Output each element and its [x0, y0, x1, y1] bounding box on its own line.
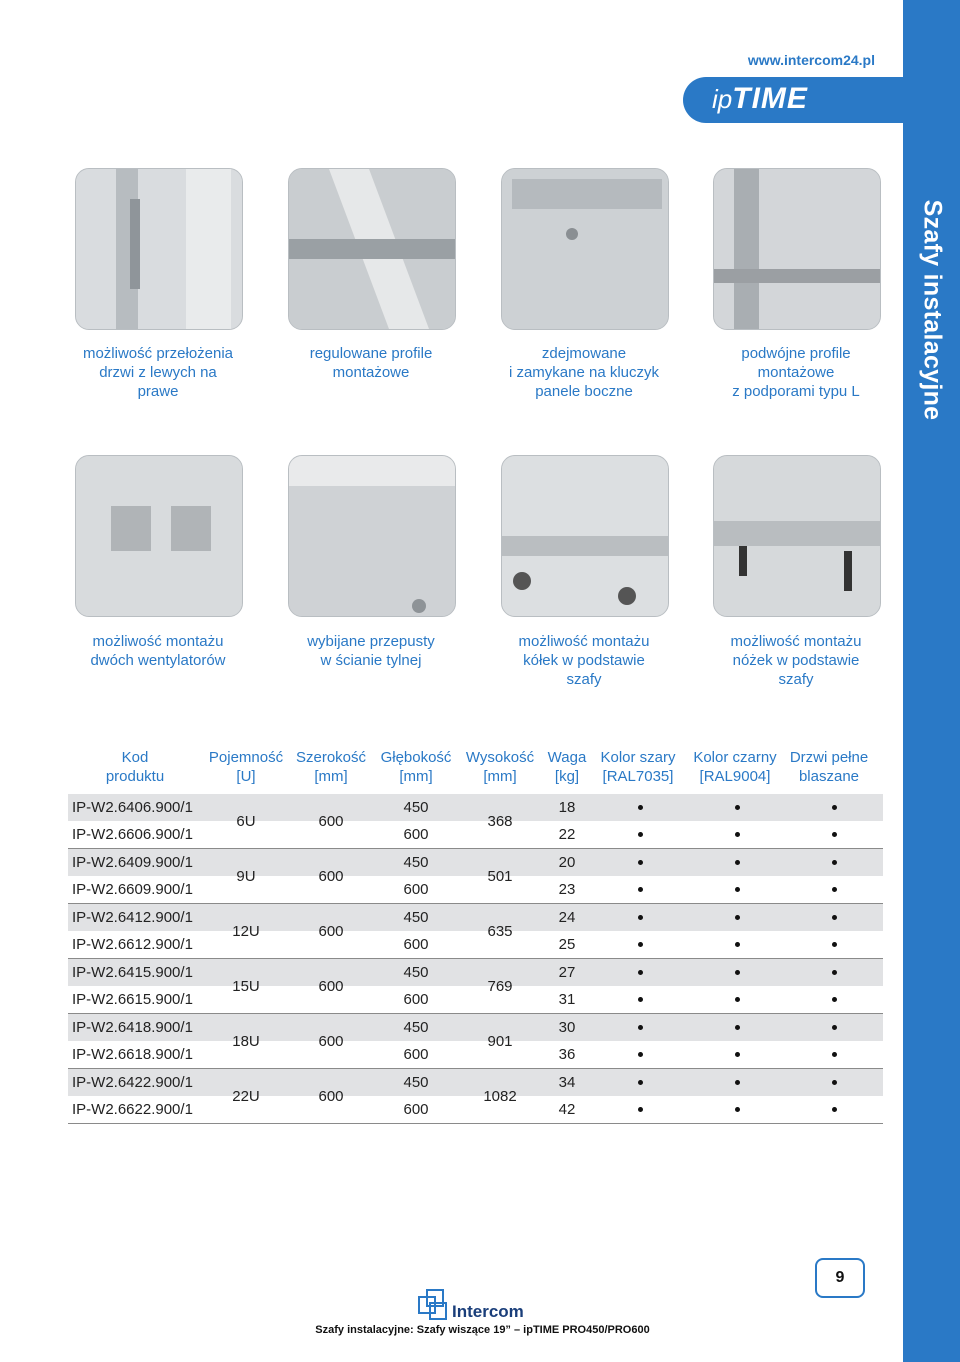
availability-dot	[638, 1025, 643, 1030]
height-value: 769	[487, 978, 513, 996]
product-code: IP-W2.6618.900/1	[72, 1046, 193, 1064]
weight-value: 24	[558, 909, 576, 926]
height-value: 901	[487, 1033, 513, 1051]
availability-dot	[735, 805, 740, 810]
column-header: Drzwi pełne blaszane	[789, 749, 869, 785]
height-value: 635	[487, 923, 513, 941]
product-code: IP-W2.6612.900/1	[72, 936, 193, 954]
availability-dot	[735, 915, 740, 920]
depth-value: 600	[403, 936, 429, 954]
column-header: Głębokość [mm]	[380, 749, 452, 785]
feature-caption: możliwość montażu dwóch wentylatorów	[90, 633, 226, 669]
weight-value: 30	[558, 1019, 576, 1036]
feature-photo	[713, 455, 881, 617]
column-header: Wysokość [mm]	[465, 749, 535, 785]
feature-photo	[501, 168, 669, 330]
width-value: 600	[318, 978, 344, 996]
weight-value: 34	[558, 1074, 576, 1091]
weight-value: 31	[558, 991, 576, 1009]
availability-dot	[832, 1080, 837, 1085]
weight-value: 18	[558, 799, 576, 816]
depth-value: 600	[403, 881, 429, 899]
feature-photo	[713, 168, 881, 330]
availability-dot	[735, 1080, 740, 1085]
column-header: Kolor szary [RAL7035]	[600, 749, 676, 785]
depth-value: 450	[403, 1019, 429, 1036]
availability-dot	[638, 805, 643, 810]
height-value: 501	[487, 868, 513, 886]
website-url[interactable]: www.intercom24.pl	[747, 52, 875, 68]
availability-dot	[832, 860, 837, 865]
weight-value: 22	[558, 826, 576, 844]
feature-photo	[75, 455, 243, 617]
feature-caption: podwójne profile montażowe z podporami typu L	[732, 345, 860, 400]
product-code: IP-W2.6415.900/1	[72, 964, 193, 981]
availability-dot	[832, 970, 837, 975]
intercom-logo	[418, 1289, 524, 1328]
availability-dot	[832, 805, 837, 810]
depth-value: 600	[403, 1046, 429, 1064]
column-header: Szerokość [mm]	[295, 749, 367, 785]
feature-caption: regulowane profile montażowe	[309, 345, 433, 381]
depth-value: 450	[403, 1074, 429, 1091]
page-number: 9	[815, 1258, 865, 1298]
capacity-value: 9U	[236, 868, 256, 886]
availability-dot	[735, 1025, 740, 1030]
availability-dot	[638, 915, 643, 920]
product-code: IP-W2.6622.900/1	[72, 1101, 193, 1119]
width-value: 600	[318, 1088, 344, 1106]
depth-value: 450	[403, 964, 429, 981]
depth-value: 600	[403, 826, 429, 844]
column-header: Kod produktu	[105, 749, 165, 785]
width-value: 600	[318, 923, 344, 941]
column-header: Kolor czarny [RAL9004]	[693, 749, 777, 785]
weight-value: 42	[558, 1101, 576, 1119]
capacity-value: 6U	[236, 813, 256, 831]
iptime-logo: ipTIME	[712, 82, 808, 115]
product-code: IP-W2.6609.900/1	[72, 881, 193, 899]
product-code: IP-W2.6418.900/1	[72, 1019, 193, 1036]
product-code: IP-W2.6406.900/1	[72, 799, 193, 816]
height-value: 368	[487, 813, 513, 831]
footer-text: Szafy instalacyjne: Szafy wiszące 19” – ipTIME PRO450/PRO600	[315, 1324, 650, 1336]
feature-caption: możliwość montażu nóżek w podstawie szafy	[730, 633, 862, 688]
product-code: IP-W2.6606.900/1	[72, 826, 193, 844]
capacity-value: 18U	[232, 1033, 260, 1051]
intercom-word: Intercom	[452, 1302, 524, 1321]
availability-dot	[638, 1080, 643, 1085]
product-code: IP-W2.6422.900/1	[72, 1074, 193, 1091]
feature-caption: możliwość montażu kółek w podstawie szafy	[518, 633, 650, 688]
side-title: Szafy instalacyjne	[918, 199, 946, 421]
weight-value: 20	[558, 854, 576, 871]
availability-dot	[638, 970, 643, 975]
group-divider	[68, 1123, 883, 1124]
depth-value: 600	[403, 1101, 429, 1119]
feature-photo	[288, 168, 456, 330]
feature-photo	[288, 455, 456, 617]
product-code: IP-W2.6615.900/1	[72, 991, 193, 1009]
availability-dot	[735, 970, 740, 975]
width-value: 600	[318, 1033, 344, 1051]
availability-dot	[638, 860, 643, 865]
depth-value: 600	[403, 991, 429, 1009]
depth-value: 450	[403, 799, 429, 816]
feature-photo	[501, 455, 669, 617]
feature-photo	[75, 168, 243, 330]
weight-value: 27	[558, 964, 576, 981]
capacity-value: 12U	[232, 923, 260, 941]
intercom-mark-icon	[418, 1289, 452, 1323]
product-code: IP-W2.6409.900/1	[72, 854, 193, 871]
availability-dot	[735, 860, 740, 865]
column-header: Pojemność [U]	[208, 749, 284, 785]
depth-value: 450	[403, 909, 429, 926]
feature-caption: możliwość przełożenia drzwi z lewych na prawe	[82, 345, 234, 400]
capacity-value: 15U	[232, 978, 260, 996]
width-value: 600	[318, 813, 344, 831]
weight-value: 36	[558, 1046, 576, 1064]
feature-caption: wybijane przepusty w ścianie tylnej	[307, 633, 435, 669]
availability-dot	[832, 915, 837, 920]
depth-value: 450	[403, 854, 429, 871]
product-code: IP-W2.6412.900/1	[72, 909, 193, 926]
height-value: 1082	[483, 1088, 517, 1106]
availability-dot	[832, 1025, 837, 1030]
feature-caption: zdejmowane i zamykane na kluczyk panele boczne	[508, 345, 660, 400]
column-header: Waga [kg]	[547, 749, 587, 785]
width-value: 600	[318, 868, 344, 886]
weight-value: 25	[558, 936, 576, 954]
weight-value: 23	[558, 881, 576, 899]
capacity-value: 22U	[232, 1088, 260, 1106]
